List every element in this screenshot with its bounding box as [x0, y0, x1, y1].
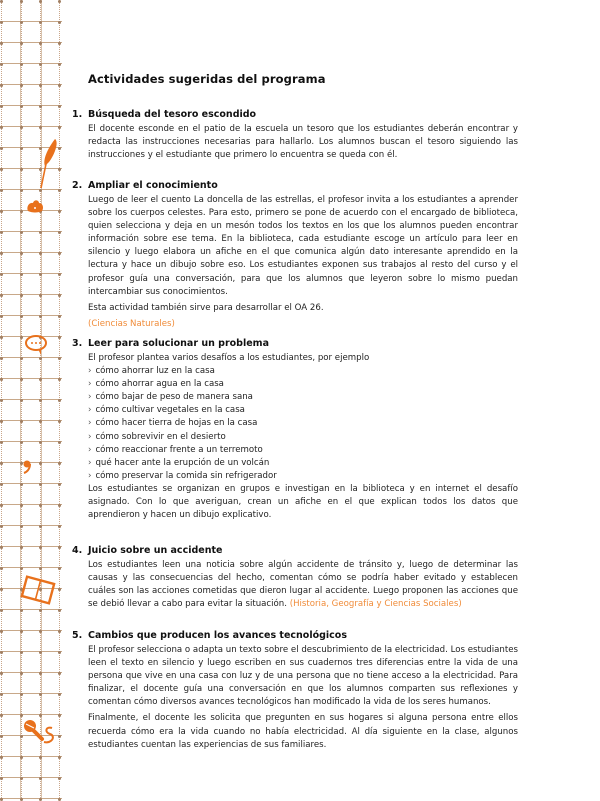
grid-dot: [20, 315, 23, 318]
grid-dot: [20, 651, 23, 654]
paragraph-text: Los estudiantes leen una noticia sobre algún accidente de tránsito y, luego de determinar las causas y las consecuencias del hecho, comentan cómo se podría haber evitado y establecen cuáles son las acciones cometidas que dieron lugar al accidente. Luego proponen las acciones que se debió llevar a cabo para evitar la situación.: [88, 560, 518, 610]
grid-dot: [39, 105, 42, 108]
grid-dot: [39, 441, 42, 444]
list-item: › cómo ahorrar luz en la casa: [88, 365, 518, 378]
grid-dot: [20, 273, 23, 276]
grid-dot: [20, 357, 23, 360]
section-paragraph: Finalmente, el docente les solicita que pregunten en sus hogares si alguna persona entre ellos recuerda cómo era la vida cuando no había electricidad. Al día siguiente en la clase, algunos estudiantes cuentan las experiencias de sus familiares.: [88, 713, 518, 750]
grid-dot: [20, 693, 23, 696]
grid-dot: [58, 735, 61, 738]
section-title: Juicio sobre un accidente: [88, 545, 223, 556]
grid-dot: [20, 399, 23, 402]
grid-dot: [20, 21, 23, 24]
grid-dot: [20, 0, 23, 3]
grid-dot: [0, 105, 3, 108]
grid-dot: [58, 210, 61, 213]
grid-dot: [0, 462, 3, 465]
grid-dot: [39, 714, 42, 717]
grid-dot: [39, 525, 42, 528]
list-item: › cómo reaccionar frente a un terremoto: [88, 444, 518, 457]
grid-dot: [0, 777, 3, 780]
grid-dot: [0, 378, 3, 381]
grid-dot: [39, 231, 42, 234]
grid-dot: [0, 714, 3, 717]
grid-dot: [0, 84, 3, 87]
grid-dot: [20, 420, 23, 423]
grid-dot: [20, 168, 23, 171]
grid-dot: [58, 504, 61, 507]
grid-dot: [58, 546, 61, 549]
grid-dot: [58, 672, 61, 675]
grid-dot: [39, 609, 42, 612]
grid-dot: [20, 210, 23, 213]
grid-dot: [0, 273, 3, 276]
section-heading: [72, 338, 518, 352]
grid-dot: [58, 630, 61, 633]
grid-dot: [39, 546, 42, 549]
grid-dot: [58, 252, 61, 255]
grid-dot: [58, 378, 61, 381]
grid-dot: [20, 714, 23, 717]
grid-dot: [0, 189, 3, 192]
grid-dot: [20, 126, 23, 129]
section-heading: [72, 630, 518, 644]
activity-section-5: [72, 630, 518, 752]
grid-dot: [0, 693, 3, 696]
grid-dot: [58, 399, 61, 402]
grid-dot: [0, 651, 3, 654]
grid-dot: [58, 693, 61, 696]
grid-dot: [0, 42, 3, 45]
grid-dot: [0, 252, 3, 255]
grid-dot: [58, 756, 61, 759]
grid-dot: [39, 294, 42, 297]
grid-dot: [0, 126, 3, 129]
comma-icon: [22, 460, 32, 474]
grid-dot: [0, 546, 3, 549]
grid-dot: [0, 315, 3, 318]
grid-dot: [58, 0, 61, 3]
grid-dot: [0, 441, 3, 444]
list-item: › cómo ahorrar agua en la casa: [88, 378, 518, 391]
grid-dot: [58, 651, 61, 654]
section-title: Búsqueda del tesoro escondido: [88, 109, 257, 120]
section-intro: El profesor plantea varios desafíos a los estudiantes, por ejemplo: [88, 353, 370, 363]
grid-dot: [58, 63, 61, 66]
grid-dot: [58, 777, 61, 780]
grid-dot: [0, 609, 3, 612]
open-book-icon: [20, 575, 56, 605]
grid-dot: [20, 756, 23, 759]
grid-dot: [0, 630, 3, 633]
list-item: › cómo cultivar vegetales en la casa: [88, 404, 518, 417]
grid-dot: [39, 672, 42, 675]
grid-dot: [58, 483, 61, 486]
list-item: › cómo preservar la comida sin refrigerador: [88, 470, 518, 483]
section-number: 4.: [72, 545, 83, 556]
activity-section-2: [72, 180, 518, 331]
grid-dot: [39, 567, 42, 570]
section-paragraph: Luego de leer el cuento La doncella de las estrellas, el profesor invita a los estudiantes a aprender sobre los cuerpos celestes. Para esto, primero se pone de acuerdo con el encargado de biblioteca, quien selecciona y deja en un mesón todos los textos en los que los alumnos pueden encontrar información sobre ese tema. En la biblioteca, cada estudiante escoge un artículo para leer en silencio y luego elabora un afiche en el que comunica algún dato interesante aprendido en la lectura y hace un dibujo sobre eso. Los estudiantes exponen sus trabajos al resto del curso y el profesor guía una conversación, para que los alumnos que leyeron sobre lo mismo puedan intercambiar sus conocimientos.: [88, 195, 518, 297]
grid-dot: [0, 336, 3, 339]
grid-dot: [0, 420, 3, 423]
page-title: Actividades sugeridas del programa: [88, 72, 326, 86]
grid-dot: [39, 357, 42, 360]
section-paragraph: El profesor selecciona o adapta un texto sobre el descubrimiento de la electricidad. Los estudiantes leen el texto en silencio y luego escriben en sus cuadernos tres diferencias entre la vida de una persona que vive en una casa con luz y de una persona que no tiene acceso a la electricidad. Para finalizar, el docente guía una conversación en que los alumnos comparten sus reflexiones y comentan cómo diversos avances tecnológicos han modificado la vida de los seres humanos.: [88, 645, 518, 708]
grid-dot: [39, 651, 42, 654]
section-title: Cambios que producen los avances tecnológicos: [88, 630, 347, 641]
section-number: 2.: [72, 180, 83, 191]
challenge-list: [88, 365, 518, 483]
grid-dot: [39, 315, 42, 318]
grid-dot: [0, 357, 3, 360]
activity-section-4: [72, 545, 518, 611]
ink-blot-icon: [26, 199, 44, 213]
section-heading: [72, 109, 518, 123]
grid-dot: [0, 735, 3, 738]
grid-dot: [39, 21, 42, 24]
grid-dot: [58, 336, 61, 339]
grid-dot: [0, 525, 3, 528]
grid-dot: [58, 294, 61, 297]
grid-dot: [20, 84, 23, 87]
grid-dot: [39, 63, 42, 66]
grid-dot: [39, 420, 42, 423]
grid-dot: [20, 546, 23, 549]
section-heading: [72, 180, 518, 194]
section-paragraph: El docente esconde en el patio de la escuela un tesoro que los estudiantes deberán encontrar y redacta las instrucciones necesarias para hallarlo. Los alumnos buscan el tesoro siguiendo las instrucciones y el estudiante que primero lo encuentra se queda con él.: [88, 124, 518, 161]
grid-dot: [39, 84, 42, 87]
grid-dot: [58, 21, 61, 24]
grid-dot: [20, 63, 23, 66]
grid-dot: [58, 105, 61, 108]
grid-dot: [58, 273, 61, 276]
grid-dot: [20, 672, 23, 675]
grid-dot: [58, 315, 61, 318]
grid-dot: [58, 609, 61, 612]
grid-dot: [58, 525, 61, 528]
grid-dot: [39, 252, 42, 255]
section-number: 5.: [72, 630, 83, 641]
section-number: 3.: [72, 338, 83, 349]
section-paragraph: Los estudiantes se organizan en grupos e investigan en la biblioteca y en internet el desafío asignado. Con lo que averiguan, crean un afiche en el que explican todos los datos que aprendieron y hacen un dibujo explicativo.: [88, 483, 518, 521]
grid-dot: [58, 441, 61, 444]
grid-dot: [20, 231, 23, 234]
grid-dot: [0, 168, 3, 171]
microphone-icon: [22, 718, 56, 748]
grid-dot: [20, 630, 23, 633]
section-heading: [72, 545, 518, 559]
quill-pen-icon: [35, 138, 59, 190]
grid-dot: [58, 126, 61, 129]
grid-dot: [58, 231, 61, 234]
grid-dot: [0, 504, 3, 507]
grid-dot: [0, 672, 3, 675]
list-item: › cómo hacer tierra de hojas en la casa: [88, 417, 518, 430]
grid-dot: [20, 483, 23, 486]
subject-tag: (Historia, Geografía y Ciencias Sociales): [289, 599, 462, 610]
grid-dot: [39, 777, 42, 780]
section-title: Leer para solucionar un problema: [88, 338, 269, 349]
grid-dot: [39, 42, 42, 45]
list-item: › cómo sobrevivir en el desierto: [88, 431, 518, 444]
grid-dot: [0, 147, 3, 150]
grid-dot: [39, 630, 42, 633]
grid-dot: [39, 462, 42, 465]
grid-dot: [0, 63, 3, 66]
grid-dot: [0, 0, 3, 3]
grid-dot: [58, 567, 61, 570]
section-paragraph: Esta actividad también sirve para desarrollar el OA 26.: [88, 302, 324, 313]
grid-dot: [0, 588, 3, 591]
grid-dot: [20, 294, 23, 297]
subject-tag: (Ciencias Naturales): [88, 318, 175, 329]
grid-dot: [58, 84, 61, 87]
grid-dot: [20, 567, 23, 570]
grid-dot: [0, 231, 3, 234]
activity-section-1: [72, 109, 518, 162]
grid-dot: [20, 147, 23, 150]
grid-dot: [58, 420, 61, 423]
grid-dot: [20, 777, 23, 780]
grid-dot: [0, 483, 3, 486]
grid-dot: [58, 357, 61, 360]
grid-dot: [58, 714, 61, 717]
grid-dot: [0, 399, 3, 402]
grid-dot: [0, 21, 3, 24]
grid-dot: [39, 273, 42, 276]
grid-dot: [0, 210, 3, 213]
grid-dot: [39, 756, 42, 759]
section-paragraph: [88, 559, 518, 611]
grid-dot: [58, 462, 61, 465]
grid-dot: [0, 756, 3, 759]
section-title: Ampliar el conocimiento: [88, 180, 218, 191]
grid-dot: [20, 504, 23, 507]
activity-section-3: [72, 338, 518, 522]
section-number: 1.: [72, 109, 83, 120]
grid-dot: [20, 378, 23, 381]
grid-dot: [20, 525, 23, 528]
list-item: › cómo bajar de peso de manera sana: [88, 391, 518, 404]
grid-dot: [20, 441, 23, 444]
grid-dot: [20, 105, 23, 108]
speech-bubble-icon: [24, 334, 48, 356]
margin-grid: [0, 0, 62, 800]
grid-dot: [58, 42, 61, 45]
grid-dot: [39, 693, 42, 696]
grid-dot: [20, 189, 23, 192]
list-item: › qué hacer ante la erupción de un volcán: [88, 457, 518, 470]
grid-dot: [39, 126, 42, 129]
grid-dot: [0, 294, 3, 297]
grid-dot: [39, 0, 42, 3]
grid-dot: [20, 609, 23, 612]
grid-dot: [39, 378, 42, 381]
grid-dot: [20, 42, 23, 45]
grid-dot: [39, 504, 42, 507]
grid-dot: [39, 399, 42, 402]
grid-dot: [0, 567, 3, 570]
grid-dot: [20, 252, 23, 255]
grid-dot: [58, 588, 61, 591]
grid-dot: [20, 336, 23, 339]
grid-dot: [39, 483, 42, 486]
